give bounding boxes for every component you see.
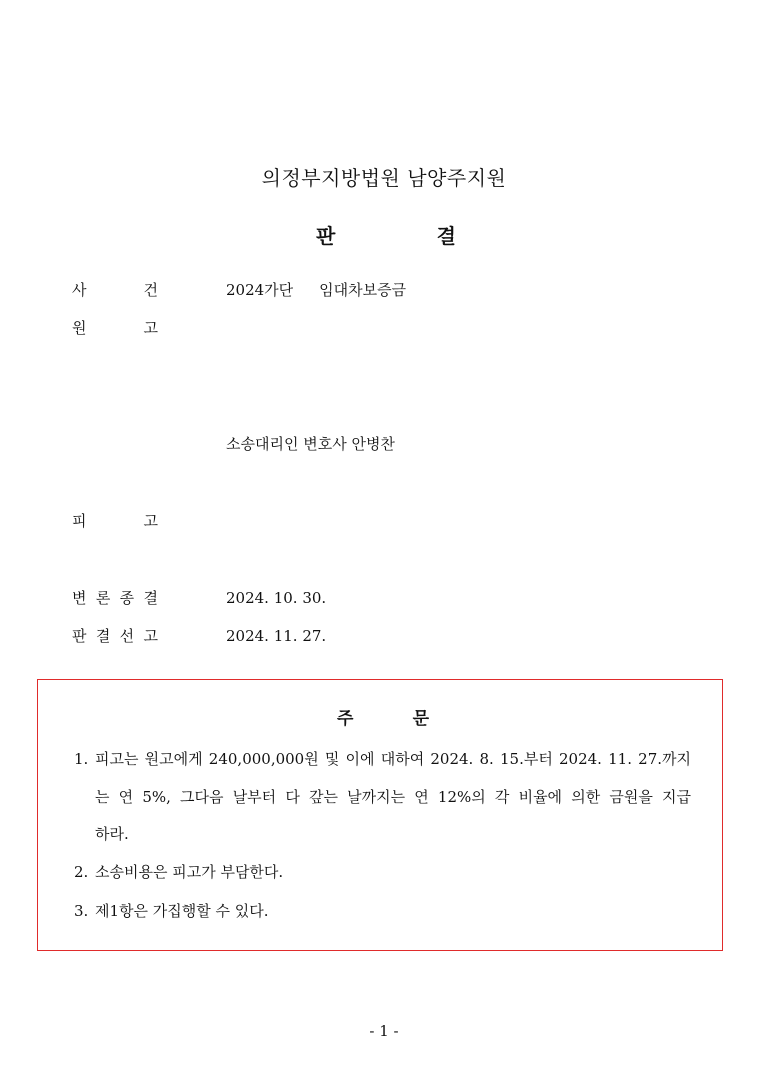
judgment-date: 2024. 11. 27. xyxy=(226,627,327,645)
order-item-line: 소송비용은 피고가 부담한다. xyxy=(95,863,284,881)
title-char: 판 xyxy=(316,224,336,248)
plaintiff-label: 원 고 xyxy=(72,319,158,337)
title-char: 결 xyxy=(436,224,456,248)
order-item-line: 하라. xyxy=(95,825,129,843)
order-item-line: 피고는 원고에게 240,000,000원 및 이에 대하여 2024. 8. 15.부터 2024. 11. 27.까지 xyxy=(95,750,691,768)
document-title xyxy=(316,220,456,249)
order-item-line: 는 연 5%, 그다음 날부터 다 갚는 날까지는 연 12%의 각 비율에 의한 금원을 지급 xyxy=(95,788,691,806)
defendant-label: 피 고 xyxy=(72,512,158,530)
case-number: 2024가단 xyxy=(226,281,294,299)
page-number: - 1 - xyxy=(369,1022,399,1040)
judgment-label: 판 결 선 고 xyxy=(72,627,158,645)
order-title: 주 문 xyxy=(337,709,429,729)
closing-label: 변 론 종 결 xyxy=(72,589,158,607)
order-item-line: 제1항은 가집행할 수 있다. xyxy=(95,902,269,920)
order-section xyxy=(37,679,723,951)
case-label: 사 건 xyxy=(72,281,158,299)
order-item-number: 2. xyxy=(74,863,89,881)
order-item-number: 1. xyxy=(74,750,89,768)
court-name: 의정부지방법원 남양주지원 xyxy=(261,166,507,190)
case-value xyxy=(226,279,406,301)
order-item-number: 3. xyxy=(74,902,89,920)
plaintiff-counsel: 소송대리인 변호사 안병찬 xyxy=(226,435,395,453)
closing-date: 2024. 10. 30. xyxy=(226,589,327,607)
case-name: 임대차보증금 xyxy=(319,281,407,299)
